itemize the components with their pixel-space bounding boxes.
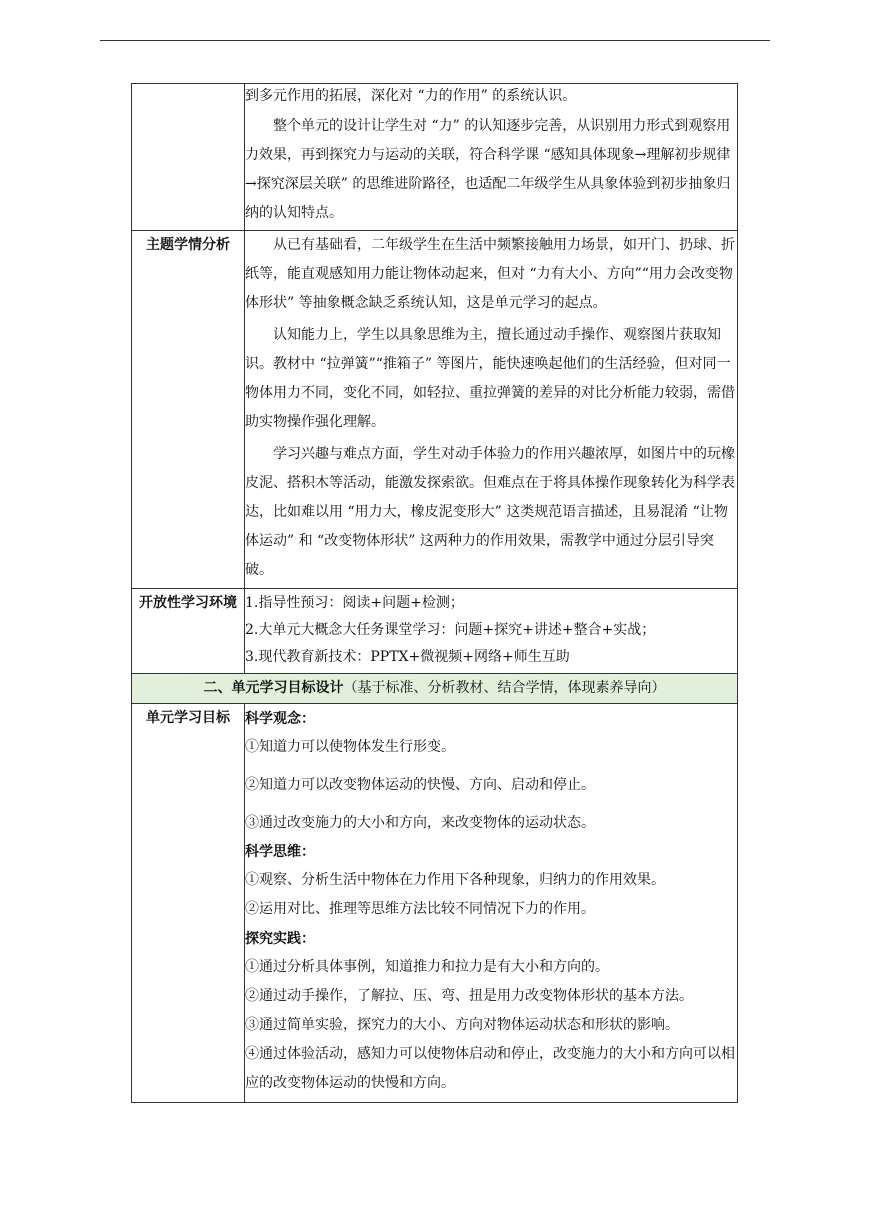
continuation-row bbox=[132, 84, 738, 231]
goals-content-cell bbox=[245, 704, 738, 1103]
section-row bbox=[132, 674, 738, 704]
analysis-paragraph: 从已有基础看，二年级学生在生活中频繁接触用力场景，如开门、扔球、折纸等，能直观感知用力能让物体动起来，但对 “力有大小、方向”“用力会改变物体形状” 等抽象概念缺乏系统认知，这是单元学习的起点。 bbox=[245, 237, 735, 311]
lesson-plan-table bbox=[131, 83, 738, 1103]
continuation-paragraph: 整个单元的设计让学生对 “力” 的认知逐步完善，从识别用力形式到观察用力效果，再到探究力与运动的关联，符合科学课 “感知具体现象→理解初步规律→探究深层关联” 的思维进阶路径，也适配二年级学生从具象体验到初步抽象归纳的认知特点。 bbox=[245, 118, 731, 221]
analysis-content-cell bbox=[245, 231, 738, 589]
concept-item: ②知道力可以改变物体运动的快慢、方向、启动和停止。 bbox=[245, 777, 595, 793]
section-header-cell bbox=[132, 674, 738, 704]
analysis-paragraph: 学习兴趣与难点方面，学生对动手体验力的作用兴趣浓厚，如图片中的玩橡皮泥、搭积木等活动，能激发探索欲。但难点在于将具体操作现象转化为科学表达，比如难以用 “用力大，橡皮泥变形大” 这类规范语言描述，且易混淆 “让物体运动” 和 “改变物体形状” 这两种力的作用效果，需教学中通过分层引导突破。 bbox=[245, 446, 735, 578]
environment-content-cell bbox=[245, 589, 738, 674]
header-rule bbox=[100, 40, 770, 41]
practice-item: ①通过分析具体事例，知道推力和拉力是有大小和方向的。 bbox=[245, 959, 609, 975]
goals-label: 单元学习目标 bbox=[132, 704, 245, 1103]
analysis-label: 主题学情分析 bbox=[132, 231, 245, 589]
thinking-item: ②运用对比、推理等思维方法比较不同情况下力的作用。 bbox=[245, 901, 595, 917]
practice-item: ③通过简单实验，探究力的大小、方向对物体运动状态和形状的影响。 bbox=[245, 1017, 679, 1033]
concept-item: ①知道力可以使物体发生行形变。 bbox=[245, 739, 455, 755]
environment-item: 3.现代教育新技术：PPTX+微视频+网络+师生互助 bbox=[245, 649, 570, 665]
continuation-content-cell bbox=[245, 84, 738, 231]
continuation-label-cell bbox=[132, 84, 245, 231]
section-note: （基于标准、分析教材、结合学情，体现素养导向） bbox=[343, 680, 666, 696]
environment-item: 1.指导性预习：阅读+问题+检测； bbox=[245, 595, 464, 611]
analysis-paragraph: 认知能力上，学生以具象思维为主，擅长通过动手操作、观察图片获取知识。教材中 “拉弹簧”“推箱子” 等图片，能快速唤起他们的生活经验，但对同一物体用力不同，变化不同，如轻拉、重拉弹簧的差异的对比分析能力较弱，需借助实物操作强化理解。 bbox=[245, 327, 735, 430]
thinking-item: ①观察、分析生活中物体在力作用下各种现象，归纳力的作用效果。 bbox=[245, 872, 665, 888]
environment-row bbox=[132, 589, 738, 674]
environment-label: 开放性学习环境 bbox=[132, 589, 245, 674]
concept-heading: 科学观念： bbox=[245, 711, 315, 727]
analysis-row bbox=[132, 231, 738, 589]
section-title: 二、单元学习目标设计 bbox=[203, 680, 344, 696]
goals-row bbox=[132, 704, 738, 1103]
thinking-heading: 科学思维： bbox=[245, 844, 315, 860]
continuation-paragraph: 到多元作用的拓展，深化对 “力的作用” 的系统认识。 bbox=[245, 88, 577, 104]
practice-item: ②通过动手操作，了解拉、压、弯、扭是用力改变物体形状的基本方法。 bbox=[245, 988, 693, 1004]
practice-heading: 探究实践： bbox=[245, 931, 315, 947]
practice-item: ④通过体验活动，感知力可以使物体启动和停止，改变施力的大小和方向可以相应的改变物体运动的快慢和方向。 bbox=[245, 1046, 735, 1091]
concept-item: ③通过改变施力的大小和方向，来改变物体的运动状态。 bbox=[245, 815, 595, 831]
environment-item: 2.大单元大概念大任务课堂学习：问题+探究+讲述+整合+实战； bbox=[245, 622, 656, 638]
